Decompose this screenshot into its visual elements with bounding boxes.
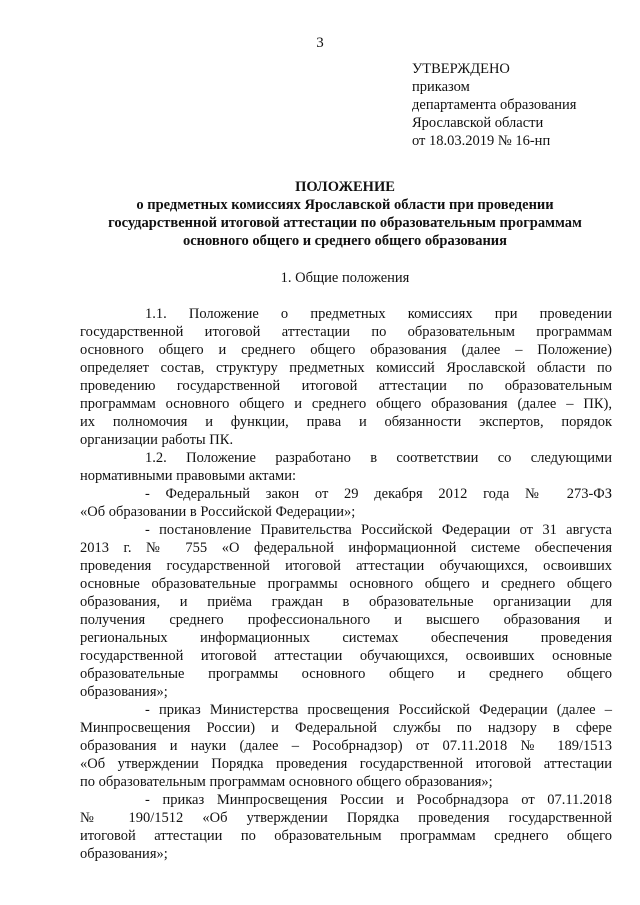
body-line: их полномочия и функции, права и обязанности экспертов, порядок bbox=[80, 414, 612, 430]
body-line: государственной итоговой аттестации по образовательным программам bbox=[80, 324, 612, 340]
section-heading: 1. Общие положения bbox=[280, 270, 410, 286]
body-line: - постановление Правительства Российской Федерации от 31 августа bbox=[145, 522, 612, 538]
body-line: образования»; bbox=[80, 846, 168, 862]
body-line: проведению государственной итоговой аттестации по образовательным bbox=[80, 378, 612, 394]
body-line: итоговой аттестации по образовательным программам среднего общего bbox=[80, 828, 612, 844]
approval-line: департамента образования bbox=[412, 97, 577, 113]
body-line: 2013 г. № 755 «О федеральной информационной системе обеспечения bbox=[80, 540, 612, 556]
body-line: образования и науки (далее – Рособрнадзор) от 07.11.2018 № 189/1513 bbox=[80, 738, 612, 754]
body-line: получения среднего профессионального и высшего образования и bbox=[80, 612, 612, 628]
title-line: основного общего и среднего общего образования bbox=[182, 233, 508, 249]
body-line: - приказ Минпросвещения России и Рособрнадзора от 07.11.2018 bbox=[145, 792, 612, 808]
body-line: региональных информационных системах обеспечения проведения bbox=[80, 630, 612, 646]
body-line: «Об образовании в Российской Федерации»; bbox=[80, 504, 356, 520]
body-line: 1.1. Положение о предметных комиссиях при проведении bbox=[145, 306, 612, 322]
document-body bbox=[80, 305, 612, 863]
title-line: о предметных комиссиях Ярославской области при проведении bbox=[136, 197, 554, 213]
body-line: № 190/1512 «Об утверждении Порядка проведения государственной bbox=[80, 810, 612, 826]
body-line: образования»; bbox=[80, 684, 168, 700]
body-line: нормативными правовыми актами: bbox=[80, 468, 296, 484]
document-title bbox=[80, 178, 610, 250]
body-line: Минпросвещения России) и Федеральной службы по надзору в сфере bbox=[80, 720, 612, 736]
body-line: основные образовательные программы основного общего и среднего общего bbox=[80, 576, 612, 592]
body-line: организации работы ПК. bbox=[80, 432, 234, 448]
body-line: 1.2. Положение разработано в соответствии со следующими bbox=[145, 450, 612, 466]
body-line: программам основного общего и среднего общего образования (далее – ПК), bbox=[80, 396, 612, 412]
page-number: 3 bbox=[316, 35, 324, 51]
approval-line: приказом bbox=[412, 79, 470, 95]
body-line: «Об утверждении Порядка проведения государственной итоговой аттестации bbox=[80, 756, 612, 772]
body-line: - Федеральный закон от 29 декабря 2012 года № 273-ФЗ bbox=[145, 486, 612, 502]
body-line: по образовательным программам основного общего образования»; bbox=[80, 774, 493, 790]
body-line: - приказ Министерства просвещения Российской Федерации (далее – bbox=[145, 702, 612, 718]
approval-line: Ярославской области bbox=[412, 115, 544, 131]
body-line: образовательные программы основного общего и среднего общего bbox=[80, 666, 612, 682]
body-line: определяет состав, структуру предметных комиссий Ярославской области по bbox=[80, 360, 612, 376]
title-line: государственной итоговой аттестации по образовательным программам bbox=[108, 215, 582, 231]
body-line: проведения государственной итоговой аттестации обучающихся, освоивших bbox=[80, 558, 612, 574]
body-line: образования, и приёма граждан в образовательные организации для bbox=[80, 594, 612, 610]
body-line: государственной итоговой аттестации обучающихся, освоивших основные bbox=[80, 648, 612, 664]
body-line: основного общего и среднего общего образования (далее – Положение) bbox=[80, 342, 612, 358]
title-line: ПОЛОЖЕНИЕ bbox=[295, 179, 395, 195]
approval-stamp bbox=[412, 60, 576, 150]
approval-line: от 18.03.2019 № 16-нп bbox=[412, 133, 551, 149]
approval-line: УТВЕРЖДЕНО bbox=[412, 61, 510, 77]
